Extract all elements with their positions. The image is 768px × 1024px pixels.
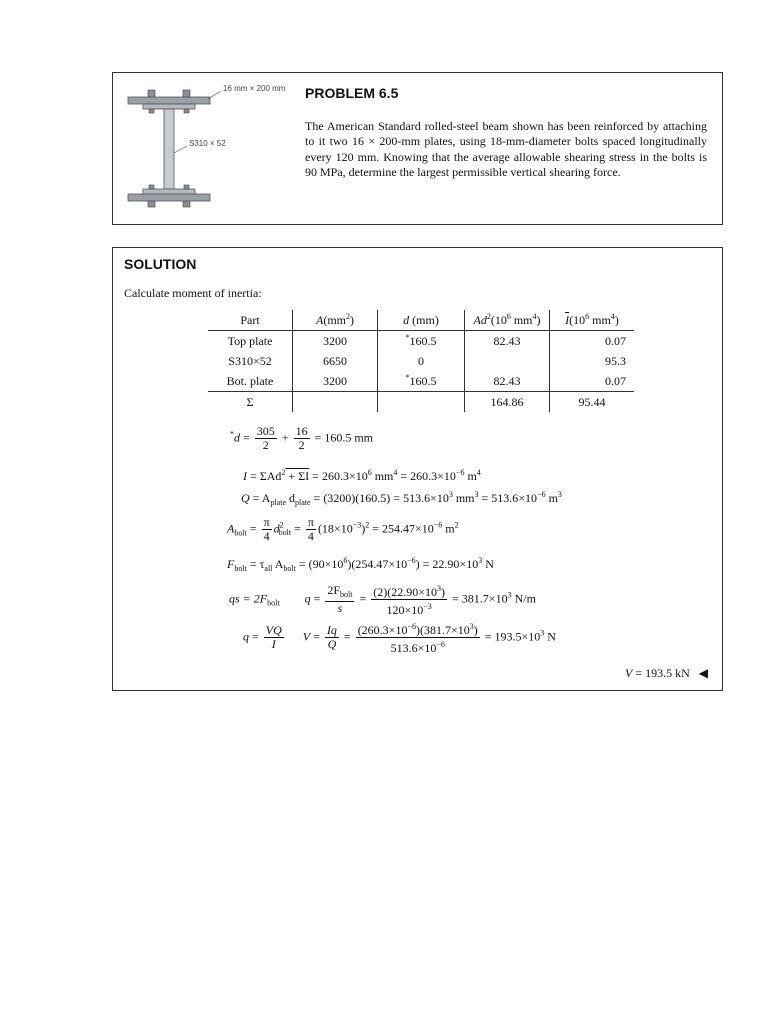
col-header-part: Part [208,310,293,331]
col-header-ad2: $Ad^2(10^6$ $mm^4$) [465,310,550,331]
solution-intro: Calculate moment of inertia: [124,286,262,300]
cell-part: Bot. plate [226,373,274,388]
cell-area: 3200 [293,371,378,392]
problem-title: PROBLEM 6.5 [305,85,399,101]
cell-part: Top plate [227,333,273,348]
table-row [208,351,634,371]
table-header-row [208,310,634,331]
problem-statement: The American Standard rolled-steel beam shown has been reinforced by attaching to it two 16 × 200-mm plates, using 18-mm-diameter bolts spaced longitudinally every 120 mm. Knowing that the average allowable shearing stress in the bolts is 90 MPa, determine the largest permissible vertical shearing force. [305,119,707,179]
cell-ad2: 82.43 [465,371,550,392]
solution-box [112,247,723,691]
cell-d: *160.5 [378,331,465,352]
final-answer: V = 193.5 kN ◀ [624,666,708,680]
table-sum-row [208,392,634,413]
figure-label-beam: S310 × 52 [189,139,226,148]
col-header-d: d (mm) [378,310,465,331]
cell-d: 0 [378,351,465,371]
equation-moment-of-inertia: $I = \Sigma Ad^2 + \Sigma I = 260.3\times 10^6$ $mm^4 = 260.3\times 10^{-6}$ $m^4$ [243,468,481,483]
inertia-table [208,310,634,412]
cell-ibar: 0.07 [605,373,626,388]
problem-box [112,72,723,225]
cell-sum-ad2: 164.86 [465,392,550,413]
cell-ad2 [465,351,550,371]
cell-sum-ibar: 95.44 [550,392,635,413]
cell-ad2: 82.43 [465,331,550,352]
equation-d: *d = $\frac{305}{2}$ + $\frac{16}{2}$ = 160.5 mm [230,424,373,452]
cell-ibar: 95.3 [605,353,626,368]
col-header-area: $A(mm^2)$ [293,310,378,331]
equation-shear-flow: qs = $2F_{bolt}$ q = $\frac{2F_{bolt}}{s}$ = $\frac{(2)(22.90\times 10^3)}{120\times 10^{-3}}$ = $381.7\times 10^3$ N/m [229,583,536,617]
solution-title: SOLUTION [124,256,197,272]
equation-bolt-area: $A_{bolt}$ = $\frac{\pi}{4}$ $d^2_{bolt}$ = $\frac{\pi}{4}$ $(18\times 10^{-3})^2 = 254.47\times 10^{-6}$ $m^2$ [227,515,459,543]
answer-marker-icon: ◀ [698,666,708,680]
equation-shear-force: q = $\frac{VQ}{I}$ V = $\frac{Iq}{Q}$ = $\frac{(260.3\times 10^{-6})(381.7\times 10^3)}{513.6\times 10^{-6}}$ = $193.5\times 10^3$ N [243,622,556,655]
cell-part: S310×52 [228,353,272,368]
col-header-ibar: $\overline{I}(10^6$ $mm^4$) [550,310,635,331]
equation-first-moment: $Q = A_{plate}$ $d_{plate} = (3200)(160.5) = 513.6\times 10^3$ $mm^3 = 513.6\times 10^{-6}$ $m^3$ [241,490,562,507]
cell-d: *160.5 [378,371,465,392]
table-row [208,331,634,352]
cell-ibar: 0.07 [605,333,626,348]
cell-area: 6650 [293,351,378,371]
figure-label-plate: 16 mm × 200 mm [223,84,286,93]
cell-sum-label: Σ [208,392,293,413]
cell-area: 3200 [293,331,378,352]
table-row [208,371,634,392]
beam-figure [123,81,293,216]
equation-bolt-force: $F_{bolt} = \tau_{all}$ $A_{bolt} = (90\times 10^6)(254.47\times 10^{-6}) = 22.90\times 10^3$ N [227,556,494,573]
